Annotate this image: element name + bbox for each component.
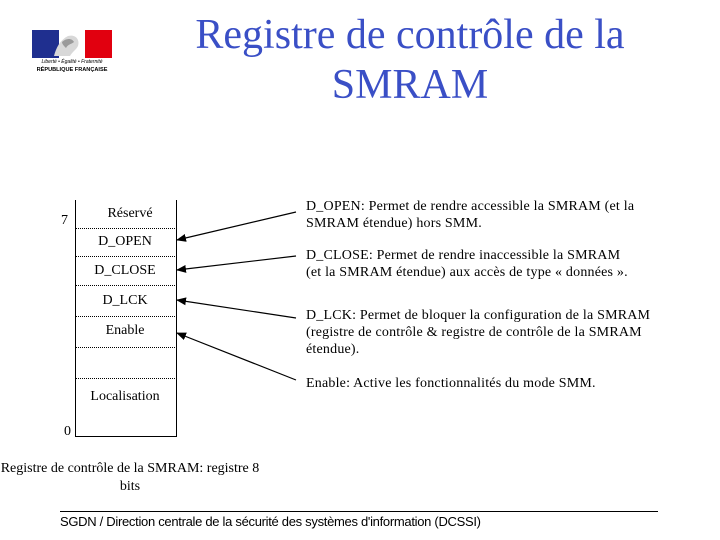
arrow-enable bbox=[177, 333, 296, 380]
desc-d-open: D_OPEN: Permet de rendre accessible la SMRAM (et la SMRAM étendue) hors SMM. bbox=[306, 199, 635, 231]
logo-country: RÉPUBLIQUE FRANÇAISE bbox=[36, 67, 108, 73]
desc-enable: Enable: Active les fonctionnalités du mode SMM. bbox=[306, 376, 596, 391]
field-localisation: Localisation bbox=[90, 389, 160, 404]
field-enable: Enable bbox=[105, 323, 145, 338]
logo-motto: Liberté • Égalité • Fraternité bbox=[41, 59, 103, 65]
desc-d-lck: D_LCK: Permet de bloquer la configuration de la SMRAM (registre de contrôle & registre de contrôle de la SMRAM étendue). bbox=[306, 308, 651, 357]
footer-text: SGDN / Direction centrale de la sécurité des systèmes d'information (DCSSI) bbox=[60, 514, 481, 529]
arrow-d-open bbox=[177, 212, 296, 240]
arrow-d-close bbox=[177, 256, 296, 270]
bit-high-label: 7 bbox=[61, 213, 68, 228]
footer-divider bbox=[60, 511, 658, 512]
field-d-lck: D_LCK bbox=[102, 293, 148, 308]
bit-low-label: 0 bbox=[64, 424, 71, 439]
arrow-d-lck bbox=[177, 300, 296, 318]
desc-d-close: D_CLOSE: Permet de rendre inaccessible la SMRAM (et la SMRAM étendue) aux accès de type « données ». bbox=[306, 248, 628, 280]
field-d-open: D_OPEN bbox=[98, 234, 152, 249]
page-title: Registre de contrôle de la SMRAM bbox=[195, 12, 625, 108]
field-reserve: Réservé bbox=[107, 206, 153, 221]
field-d-close: D_CLOSE bbox=[94, 263, 156, 278]
register-caption: Registre de contrôle de la SMRAM: registre 8 bits bbox=[0, 461, 260, 494]
